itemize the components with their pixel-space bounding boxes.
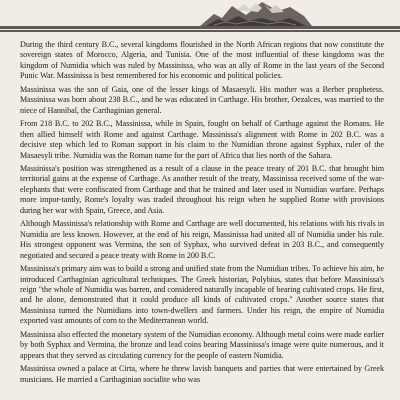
- header-rule-bottom: [0, 30, 400, 32]
- paragraph: Massinissa was the son of Gaia, one of the lesser kings of Masaesyli. His mother was a Berber prophetess. Massinissa was born about 238 B.C., and he was educated in Carthage. His brother, Oezalces, was married to the niece of Hannibal, the Carthaginian general.: [20, 84, 384, 115]
- paragraph: Massinissa's position was strengthened as a result of a clause in the peace treaty of 201 B.C. that brought him territorial gains at the expense of Carthage. As another result of the treaty, Massinissa received some of the war-elephants that were confiscated from Carthage and that he trained and later used in Numidian warfare. Perhaps more impor-tantly, Rome's loyalty was traded throughout his reign when he supplied Rome with provisions during her war with Spain, Greece, and Asia.: [20, 163, 384, 215]
- paragraph: Massinissa also effected the monetary system of the Numidian economy. Although metal coins were made earlier by both Syphax and Vermina, the bronze and lead coins bearing Massinissa's image were quite numerous, and it appears that they served as circulating currency for the people of eastern Numidia.: [20, 329, 384, 360]
- paragraph: From 218 B.C. to 202 B.C., Massinissa, while in Spain, fought on behalf of Carthage against the Romans. He then allied himself with Rome and against Carthage. Massinissa's alignment with Rome in 202 B.C. was a decisive step which led to Roman support in his claim to the Numidian throne against Syphax, ruler of the Masaesyli tribe. Numidia was the Roman name for the part of Africa that lies north of the Sahara.: [20, 119, 384, 160]
- paragraph: Massinissa's primary aim was to build a strong and unified state from the Numidian tribes. To achieve his aim, he introduced Carthaginian agricultural techniques. The Greek historian, Polybius, states that before Massinissa's reign "the whole of Numidia was barren, and considered naturally incapable of bearing cultivated crops. He first, and he alone, demonstrated that it could produce all kinds of cultivated crops." Another source states that Massinissa turned the Numidians into town-dwellers and farmers. Under his reign, the empire of Numidia exported vast amounts of corn to the Mediterranean world.: [20, 264, 384, 326]
- paragraph: Massinissa owned a palace at Cirta, where he threw lavish banquets and parties that were entertained by Greek musicians. He married a Carthaginian socialite who was: [20, 364, 384, 384]
- header-rule-top: [0, 26, 400, 29]
- paragraph: During the third century B.C., several kingdoms flourished in the North African regions that now constitute the sovereign states of Morocco, Algeria, and Tunisia. One of the most influential of these kingdoms was the kingdom of Numidia which was ruled by Massinissa, who was an ally of Rome in the last years of the Second Punic War. Massinissa is best remembered for his economic and political policies.: [20, 40, 384, 81]
- paragraph: Although Massinissa's relationship with Rome and Carthage are well documented, his relations with his rivals in Numidia are less known. However, at the end of his reign, Massinissa had united all of Numidia under his rule. His strongest opponent was Vermina, the son of Syphax, who survived defeat in 203 B.C., and consequently negotiated and secured a peace treaty with Rome in 200 B.C.: [20, 219, 384, 260]
- article-body: [20, 40, 384, 400]
- header-illustration: [0, 0, 400, 33]
